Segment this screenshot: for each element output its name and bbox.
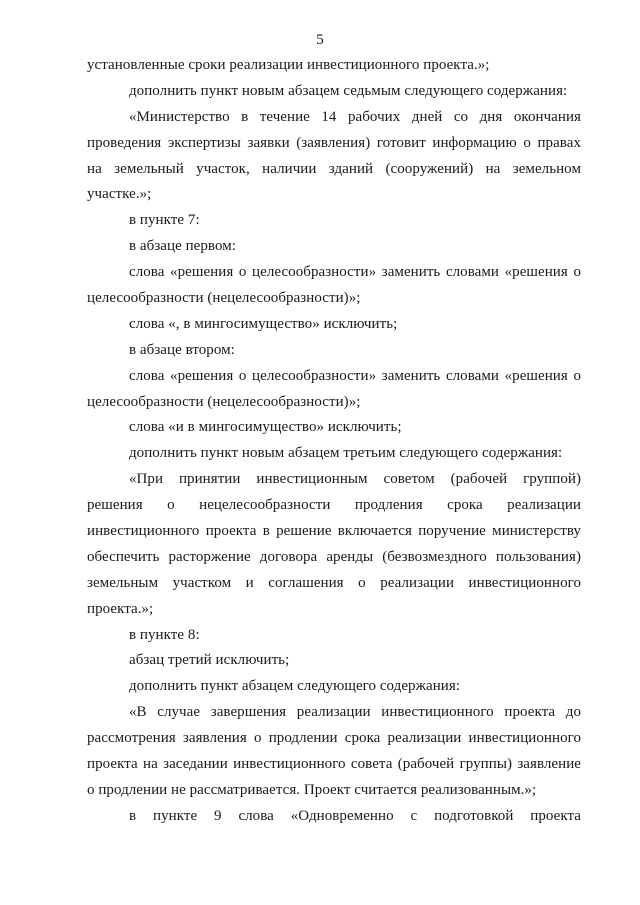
- text-line: обеспечить расторжение договора аренды (безвозмездного пользования): [87, 548, 581, 565]
- page-number: 5: [316, 32, 324, 48]
- text-line: проведения экспертизы заявки (заявления) готовит информацию о правах: [87, 134, 581, 151]
- text-line: целесообразности (нецелесообразности)»;: [87, 393, 361, 410]
- text-line: решения о нецелесообразности продления срока реализации: [87, 497, 581, 514]
- text-line: проекта.»;: [87, 600, 154, 617]
- text-line: «В случае завершения реализации инвестиционного проекта до: [129, 704, 581, 721]
- text-line: инвестиционного проекта в решение включается поручение министерству: [87, 523, 581, 540]
- text-line: проекта на заседании инвестиционного совета (рабочей группы) заявление: [87, 756, 581, 773]
- text-line: земельным участком и соглашения о реализации инвестиционного: [87, 574, 581, 591]
- text-line: дополнить пункт абзацем следующего содержания:: [129, 678, 461, 695]
- text-line: слова «решения о целесообразности» заменить словами «решения о: [129, 264, 581, 281]
- text-line: слова «решения о целесообразности» заменить словами «решения о: [129, 367, 581, 384]
- text-line: слова «и в мингосимущество» исключить;: [129, 419, 402, 436]
- text-line: «При принятии инвестиционным советом (рабочей группой): [129, 471, 581, 488]
- text-line: на земельный участок, наличии зданий (сооружений) на земельном: [87, 160, 581, 177]
- document-body: [87, 53, 581, 830]
- text-line: в абзаце первом:: [129, 238, 236, 255]
- text-line: дополнить пункт новым абзацем седьмым следующего содержания:: [129, 82, 568, 99]
- text-line: в пункте 7:: [129, 212, 200, 229]
- text-line: в абзаце втором:: [129, 341, 235, 358]
- text-line: абзац третий исключить;: [129, 652, 290, 669]
- text-line: целесообразности (нецелесообразности)»;: [87, 290, 361, 307]
- text-line: в пункте 9 слова «Одновременно с подготовкой проекта: [129, 807, 581, 824]
- text-line: участке.»;: [87, 186, 152, 203]
- text-line: о продлении не рассматривается. Проект считается реализованным.»;: [87, 781, 537, 798]
- text-line: дополнить пункт новым абзацем третьим следующего содержания:: [129, 445, 563, 462]
- text-line: рассмотрения заявления о продлении срока реализации инвестиционного: [87, 730, 581, 747]
- text-line: слова «, в мингосимущество» исключить;: [129, 315, 398, 332]
- text-line: в пункте 8:: [129, 626, 200, 643]
- text-line: установленные сроки реализации инвестиционного проекта.»;: [87, 57, 490, 73]
- text-line: «Министерство в течение 14 рабочих дней со дня окончания: [129, 108, 581, 125]
